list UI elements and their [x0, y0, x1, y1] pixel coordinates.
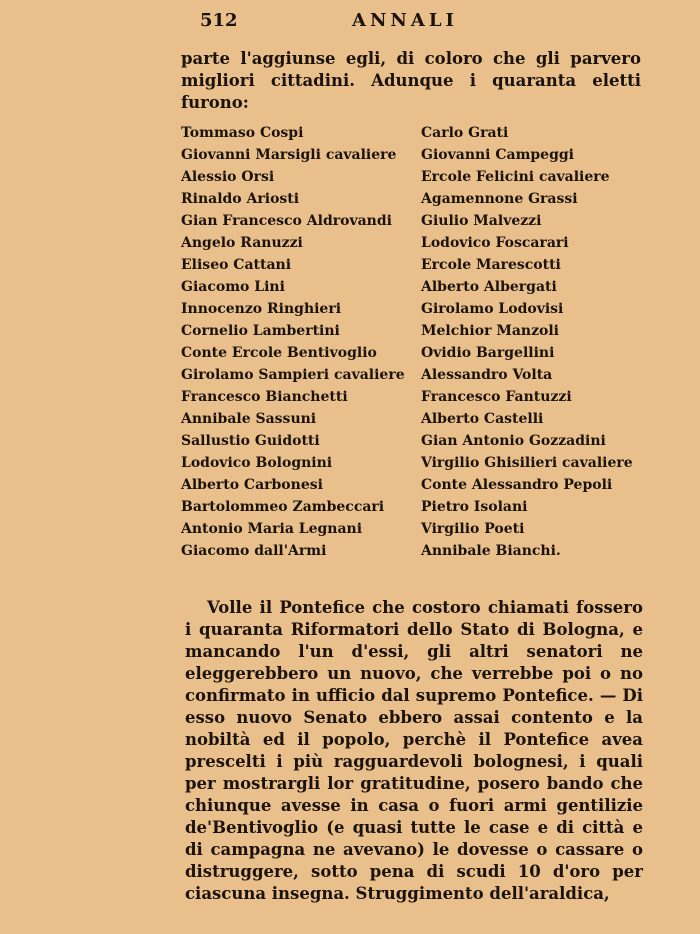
- right-name-item: Lodovico Foscarari: [421, 235, 569, 251]
- right-name-item: Giovanni Campeggi: [421, 147, 574, 163]
- right-name-item: Alessandro Volta: [421, 367, 553, 383]
- right-name-item: Carlo Grati: [421, 125, 509, 141]
- left-name-item: Giacomo dall'Armi: [181, 543, 327, 559]
- running-title: ANNALI: [352, 10, 458, 31]
- right-name-item: Agamennone Grassi: [421, 191, 578, 207]
- page-number: 512: [200, 10, 238, 31]
- left-name-item: Gian Francesco Aldrovandi: [181, 213, 392, 229]
- left-name-item: Innocenzo Ringhieri: [181, 301, 342, 317]
- intro-paragraph: parte l'aggiunse egli, di coloro che gli parvero migliori cittadini. Adunque i quaranta eletti furono:: [181, 49, 641, 112]
- left-name-item: Girolamo Sampieri cavaliere: [181, 367, 405, 383]
- left-name-item: Rinaldo Ariosti: [181, 191, 300, 207]
- left-name-item: Tommaso Cospi: [181, 125, 304, 141]
- left-name-item: Annibale Sassuni: [181, 411, 317, 427]
- body-paragraph: [185, 597, 643, 905]
- left-name-item: Antonio Maria Legnani: [181, 521, 363, 537]
- right-name-item: Ovidio Bargellini: [421, 345, 555, 361]
- right-name-item: Ercole Felicini cavaliere: [421, 169, 610, 185]
- left-name-item: Conte Ercole Bentivoglio: [181, 345, 377, 361]
- left-name-item: Alberto Carbonesi: [181, 477, 323, 493]
- left-name-item: Angelo Ranuzzi: [181, 235, 303, 251]
- left-name-item: Giacomo Lini: [181, 279, 285, 295]
- right-name-item: Melchior Manzoli: [421, 323, 560, 339]
- left-name-item: Giovanni Marsigli cavaliere: [181, 147, 397, 163]
- right-name-item: Virgilio Poeti: [421, 521, 525, 537]
- page-header: [200, 10, 500, 36]
- right-name-item: Francesco Fantuzzi: [421, 389, 572, 405]
- right-name-item: Virgilio Ghisilieri cavaliere: [421, 455, 633, 471]
- right-name-item: Ercole Marescotti: [421, 257, 561, 273]
- right-name-item: Gian Antonio Gozzadini: [421, 433, 606, 449]
- right-name-item: Conte Alessandro Pepoli: [421, 477, 613, 493]
- left-name-item: Sallustio Guidotti: [181, 433, 320, 449]
- right-name-item: Giulio Malvezzi: [421, 213, 542, 229]
- left-name-item: Alessio Orsi: [181, 169, 275, 185]
- right-name-item: Pietro Isolani: [421, 499, 528, 515]
- right-name-item: Annibale Bianchi.: [421, 543, 561, 559]
- left-name-item: Cornelio Lambertini: [181, 323, 340, 339]
- right-name-item: Girolamo Lodovisi: [421, 301, 564, 317]
- left-name-item: Bartolommeo Zambeccari: [181, 499, 385, 515]
- right-name-item: Alberto Albergati: [421, 279, 557, 295]
- elected-names-left-column: [181, 122, 405, 562]
- body-paragraph-text: Volle il Pontefice che costoro chiamati fossero i quaranta Riformatori dello Stato di Bologna, e mancando l'un d'essi, gli altri senatori ne eleggerebbero un nuovo, che verrebbe poi o no confirmato in ufficio dal supremo Pontefice. — Di esso nuovo Senato ebbero assai contento e la nobiltà ed il popolo, perchè il Pontefice avea prescelti i più ragguardevoli bolognesi, i quali per mostrargli lor gratitudine, posero bando che chiunque avesse in casa o fuori armi gentilizie de'Bentivoglio (e quasi tutte le case e di città e di campagna ne avevano) le dovesse o cassare o distruggere, sotto pena di scudi 10 d'oro per ciascuna insegna. Struggimento dell'araldica,: [185, 598, 643, 903]
- elected-names-right-column: [421, 122, 633, 562]
- right-name-item: Alberto Castelli: [421, 411, 544, 427]
- left-name-item: Eliseo Cattani: [181, 257, 292, 273]
- left-name-item: Lodovico Bolognini: [181, 455, 333, 471]
- left-name-item: Francesco Bianchetti: [181, 389, 348, 405]
